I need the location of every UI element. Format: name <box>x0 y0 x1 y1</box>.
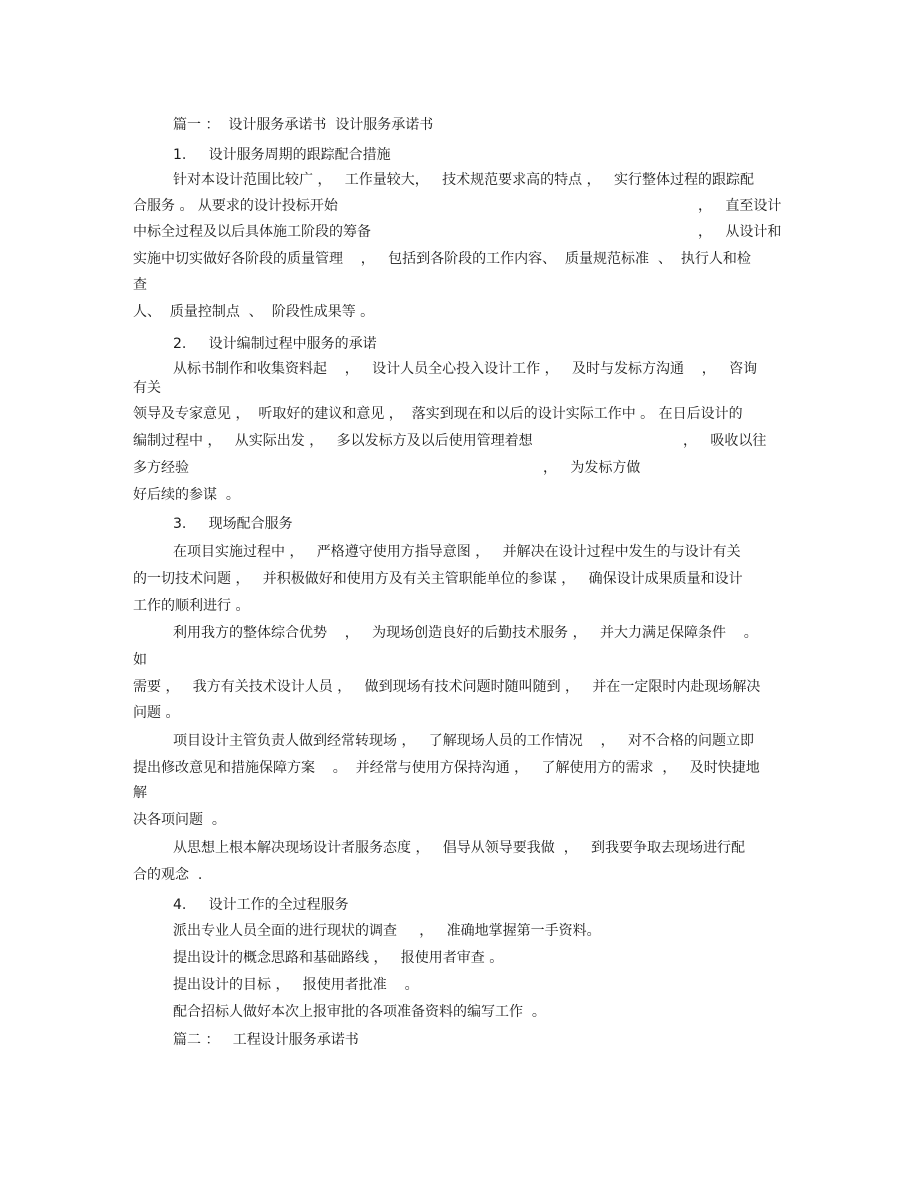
paragraph-line: 工作的顺利进行 。 <box>133 598 250 614</box>
paragraph-line: 合的观念 . <box>133 867 203 883</box>
paragraph-line: 中标全过程及以后具体施工阶段的筹备 <box>133 224 371 240</box>
paragraph-line: 查 <box>133 277 147 293</box>
paragraph-line: 利用我方的整体综合优势 ， 为现场创造良好的后勤技术服务 ， 并大力满足保障条件 。 <box>173 625 758 641</box>
paragraph-line: 问题 。 <box>133 705 180 721</box>
paragraph-line: 编制过程中 ， 从实际出发 ， 多以发标方及以后使用管理着想 <box>133 433 533 449</box>
paragraph-line: 多方经验 <box>133 460 189 476</box>
subheading-4: 4. 设计工作的全过程服务 <box>173 897 349 913</box>
subheading-2: 2. 设计编制过程中服务的承诺 <box>173 336 377 352</box>
paragraph-line: 好后续的参谋 。 <box>133 487 240 503</box>
paragraph-line: 需要 ， 我方有关技术设计人员 ， 做到现场有技术问题时随叫随到 ， 并在一定限时内赴现场解决 <box>133 679 761 695</box>
subheading-3: 3. 现场配合服务 <box>173 516 293 532</box>
paragraph-line: 的一切技术问题 ， 并积极做好和使用方及有关主管职能单位的参谋 ， 确保设计成果质量和设计 <box>133 571 743 587</box>
section-heading-2: 篇二 ： 工程设计服务承诺书 <box>173 1032 359 1048</box>
paragraph-line: 有关 <box>133 380 161 396</box>
paragraph-line: 项目设计主管负责人做到经常转现场 ， 了解现场人员的工作情况 ， 对不合格的问题立即 <box>173 733 754 749</box>
paragraph-line: ， 吸收以往 <box>683 433 767 449</box>
subheading-1: 1. 设计服务周期的跟踪配合措施 <box>173 147 391 163</box>
paragraph-line: 从思想上根本解决现场设计者服务态度 ， 倡导从领导要我做 ， 到我要争取去现场进行配 <box>173 840 746 856</box>
paragraph-line: 人、 质量控制点 、 阶段性成果等 。 <box>133 304 375 320</box>
paragraph-line: 解 <box>133 785 147 801</box>
paragraph-line: 针对本设计范围比较广 ， 工作量较大， 技术规范要求高的特点 ， 实行整体过程的跟踪配 <box>173 172 754 188</box>
paragraph-line: 如 <box>133 652 147 668</box>
paragraph-line: 提出设计的概念思路和基础路线 ， 报使用者审查 。 <box>173 950 504 966</box>
section-heading-1: 篇一 ： 设计服务承诺书 设计服务承诺书 <box>173 117 434 133</box>
paragraph-line: 配合招标人做好本次上报审批的各项准备资料的编写工作 。 <box>173 1004 546 1020</box>
paragraph-line: 领导及专家意见 ， 听取好的建议和意见 ， 落实到现在和以后的设计实际工作中 。 在日后设计的 <box>133 406 743 422</box>
paragraph-line: ， 从设计和 <box>698 224 782 240</box>
paragraph-line: ， 为发标方做 <box>543 460 641 476</box>
paragraph-line: 合服务 。 从要求的设计投标开始 <box>133 198 338 214</box>
paragraph-line: 决各项问题 。 <box>133 812 226 828</box>
paragraph-line: 实施中切实做好各阶段的质量管理 ， 包括到各阶段的工作内容、 质量规范标准 、 执行人和检 <box>133 251 751 267</box>
paragraph-line: 在项目实施过程中 ， 严格遵守使用方指导意图 ， 并解决在设计过程中发生的与设计有关 <box>173 544 741 560</box>
paragraph-line: 派出专业人员全面的进行现状的调查 ， 准确地掌握第一手资料。 <box>173 923 601 939</box>
paragraph-line: ， 直至设计 <box>698 198 782 214</box>
paragraph-line: 提出设计的目标 ， 报使用者批准 。 <box>173 977 419 993</box>
paragraph-line: 从标书制作和收集资料起 ， 设计人员全心投入设计工作 ， 及时与发标方沟通 ， 咨询 <box>173 361 758 377</box>
paragraph-line: 提出修改意见和措施保障方案 。 并经常与使用方保持沟通 ， 了解使用方的需求 ， 及时快捷地 <box>133 760 760 776</box>
